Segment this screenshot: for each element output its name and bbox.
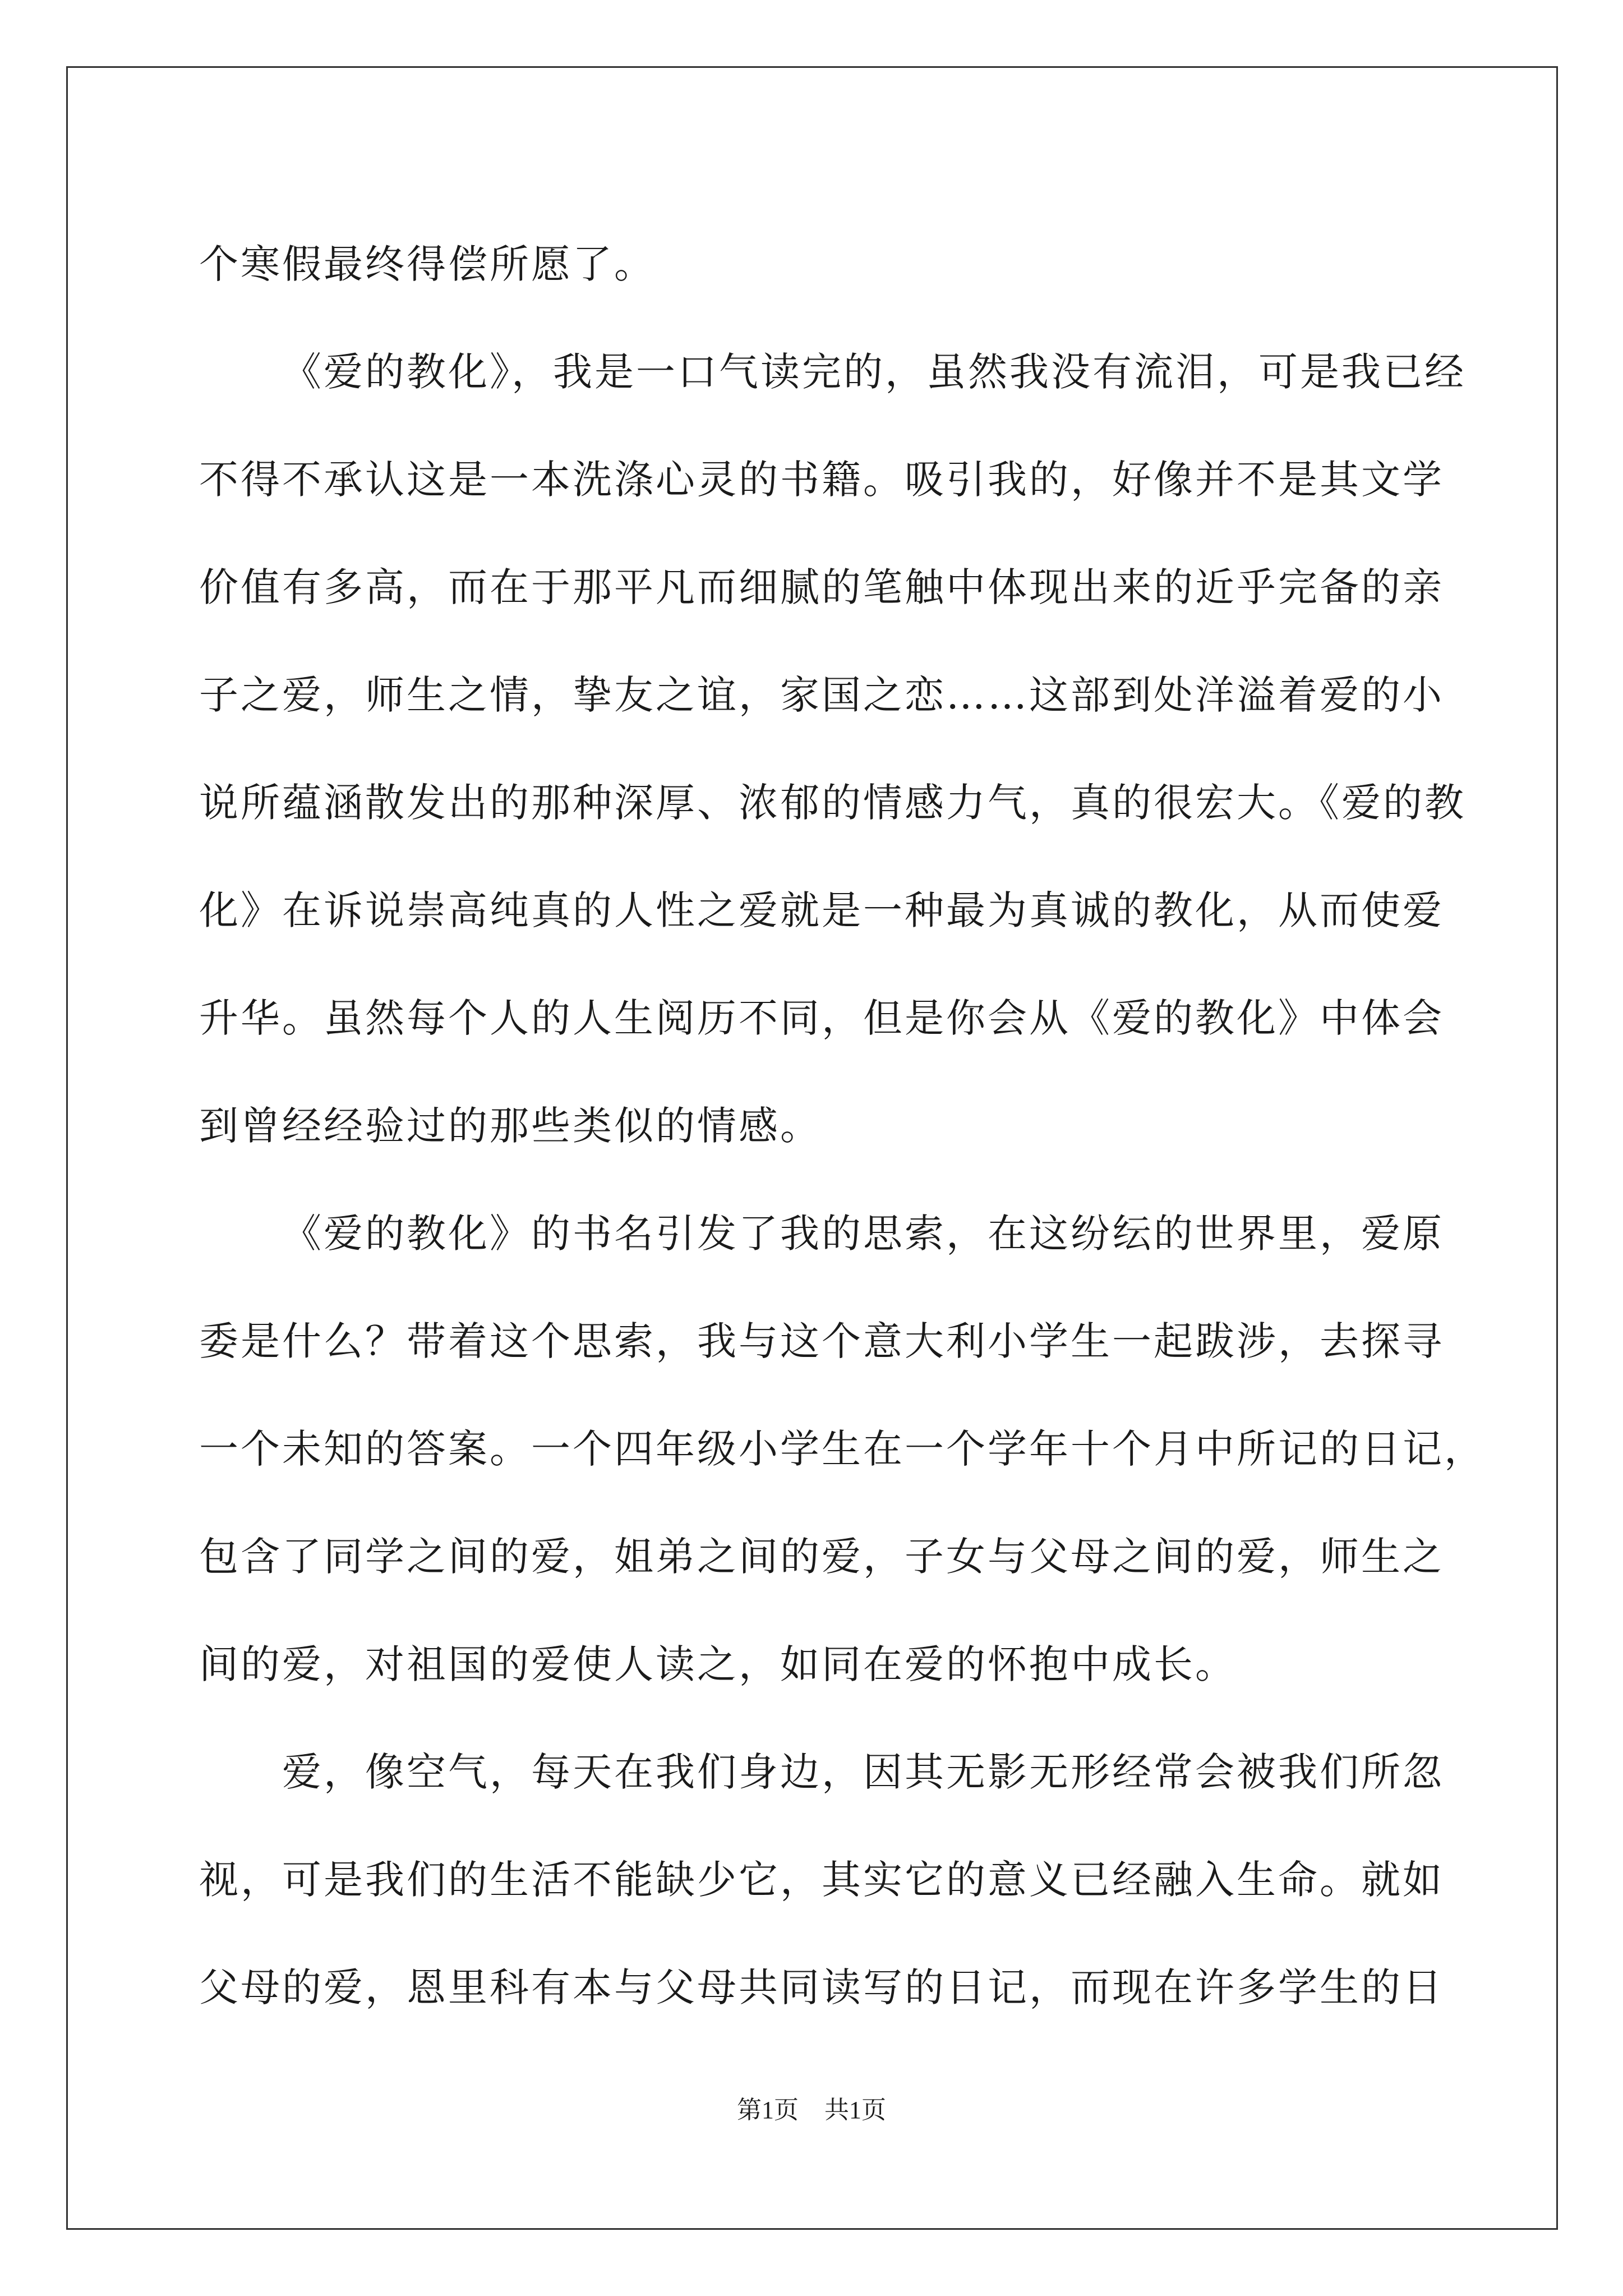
text-line: 一个未知的答案。一个四年级小学生在一个学年十个月中所记的日记， [199, 1426, 1486, 1472]
text-line: 委是什么？带着这个思索，我与这个意大利小学生一起跋涉，去探寻 [199, 1318, 1444, 1364]
paragraph-start-line: 爱，像空气，每天在我们身边，因其无影无形经常会被我们所忽 [282, 1749, 1444, 1795]
text-line: 不得不承认这是一本洗涤心灵的书籍。吸引我的，好像并不是其文学 [199, 457, 1444, 503]
page-footer [0, 2090, 1623, 2125]
text-line: 化》在诉说崇高纯真的人性之爱就是一种最为真诚的教化，从而使爱 [199, 887, 1444, 933]
text-line: 价值有多高，而在于那平凡而细腻的笔触中体现出来的近乎完备的亲 [199, 564, 1444, 610]
page-total: 共1页 [824, 2096, 886, 2124]
text-line: 包含了同学之间的爱，姐弟之间的爱，子女与父母之间的爱，师生之 [199, 1534, 1444, 1580]
text-line: 间的爱，对祖国的爱使人读之，如同在爱的怀抱中成长。 [199, 1641, 1237, 1687]
text-line: 升华。虽然每个人的人生阅历不同，但是你会从《爱的教化》中体会 [199, 995, 1444, 1041]
text-line: 子之爱，师生之情，挚友之谊，家国之恋……这部到处洋溢着爱的小 [199, 672, 1444, 718]
text-line: 到曾经经验过的那些类似的情感。 [199, 1103, 822, 1149]
text-line: 视，可是我们的生活不能缺少它，其实它的意义已经融入生命。就如 [199, 1857, 1444, 1903]
paragraph-start-line: 《爱的教化》，我是一口气读完的，虽然我没有流泪，可是我已经 [282, 349, 1466, 395]
page-number: 第1页 [737, 2096, 799, 2124]
text-line: 父母的爱，恩里科有本与父母共同读写的日记，而现在许多学生的日 [199, 1964, 1444, 2010]
paragraph-start-line: 《爱的教化》的书名引发了我的思索，在这纷纭的世界里，爱原 [282, 1211, 1444, 1257]
text-line: 个寒假最终得偿所愿了。 [199, 241, 656, 287]
text-line: 说所蕴涵散发出的那种深厚、浓郁的情感力气，真的很宏大。《爱的教 [199, 780, 1466, 826]
document-body [199, 210, 1486, 2041]
